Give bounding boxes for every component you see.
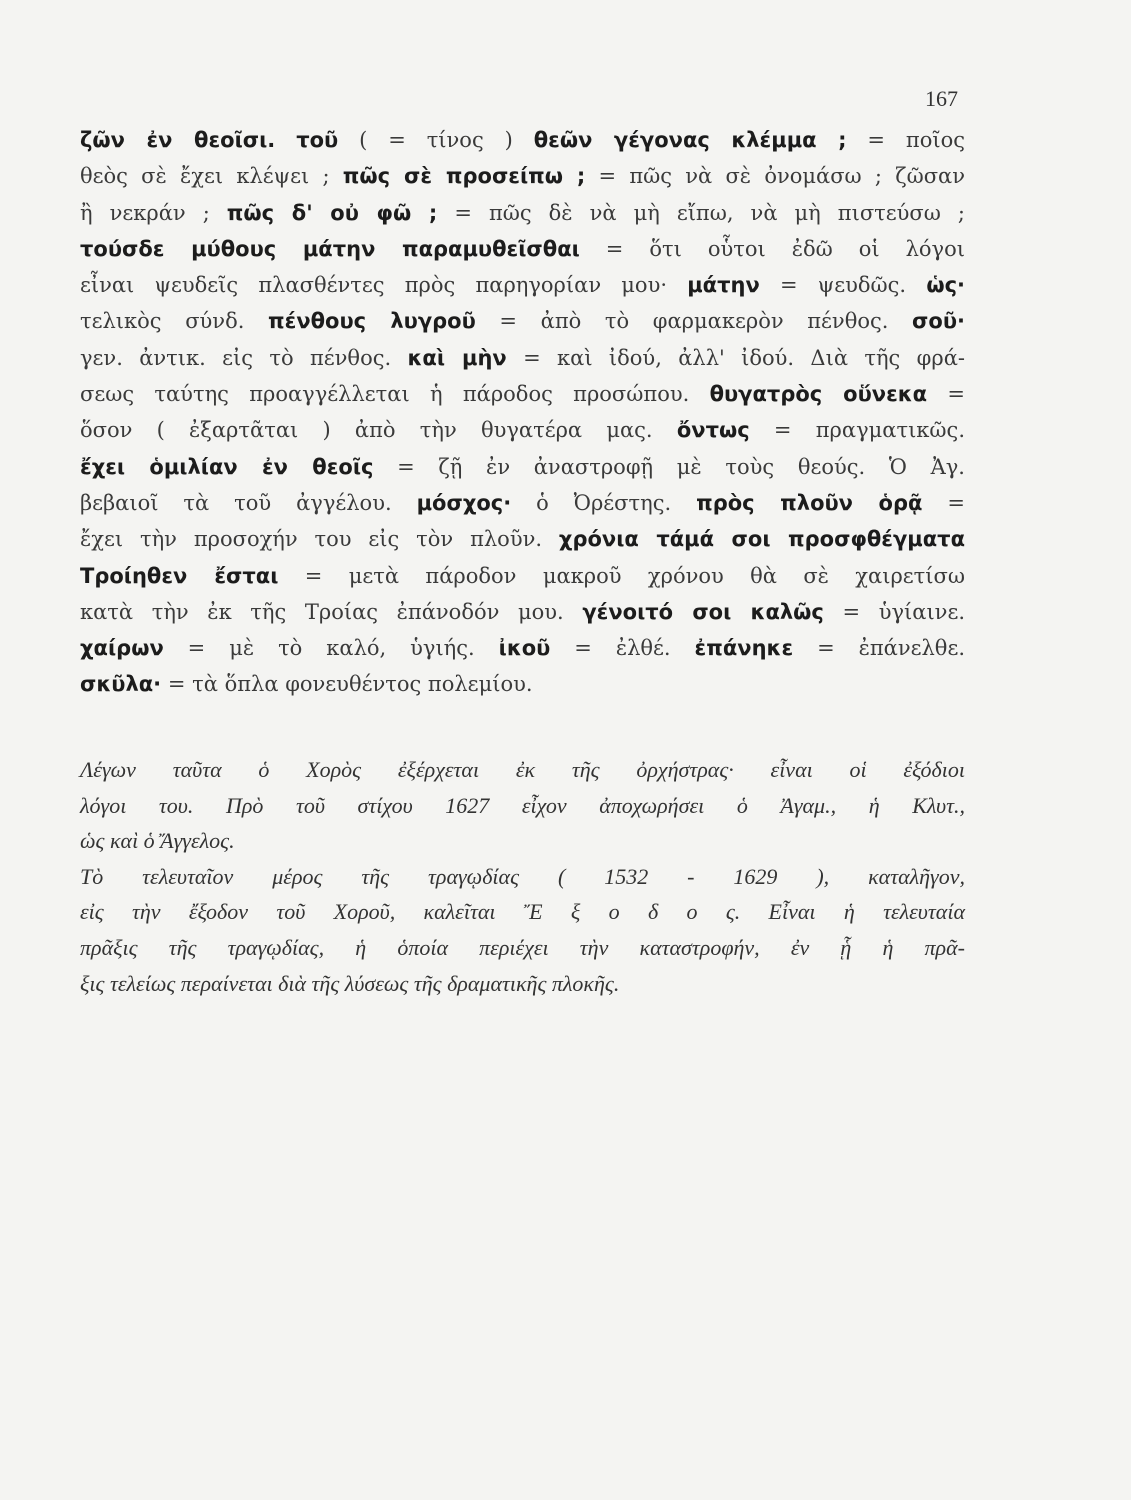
gloss-term: ὡς·	[926, 273, 965, 298]
gloss-text: = ζῇ ἐν ἀναστροφῇ μὲ τοὺς θεούς. Ὁ Ἀγ.	[373, 454, 965, 479]
gloss-text: = ψευδῶς.	[759, 273, 927, 298]
gloss-line	[80, 231, 965, 267]
gloss-term: πένθους λυγροῦ	[268, 309, 476, 334]
gloss-text: = μετὰ πάροδον μακροῦ χρόνου θὰ σὲ χαιρετίσω	[278, 563, 965, 588]
gloss-term: ἐπάνηκε	[694, 636, 794, 661]
gloss-term: σκῦλα·	[80, 672, 162, 697]
gloss-text: εἶναι ψευδεῖς πλασθέντες πρὸς παρηγορίαν μου·	[80, 273, 688, 298]
gloss-text: ὅσον ( ἐξαρτᾶται ) ἀπὸ τὴν θυγατέρα μας.	[80, 418, 677, 443]
gloss-term: θεῶν γέγονας κλέμμα ;	[533, 128, 847, 152]
gloss-text: τελικὸς σύνδ.	[80, 309, 269, 334]
commentary-line: ὡς καὶ ὁ Ἄγγελος.	[80, 828, 235, 854]
gloss-text: = πῶς δὲ νὰ μὴ εἴπω, νὰ μὴ πιστεύσω ;	[437, 200, 965, 225]
gloss-term: Τροίηθεν ἔσται	[80, 563, 279, 588]
gloss-text: = πῶς νὰ σὲ ὀνομάσω ; ζῶσαν	[585, 164, 965, 189]
gloss-term: ἔχει ὁμιλίαν ἐν θεοῖς	[80, 454, 374, 479]
gloss-line	[80, 303, 965, 339]
gloss-term: χρόνια τάμά σοι προσφθέγματα	[558, 527, 966, 552]
gloss-term: γένοιτό σοι καλῶς	[582, 599, 824, 624]
gloss-term: ζῶν ἐν θεοῖσι.	[80, 128, 276, 152]
gloss-text: = μὲ τὸ καλό, ὑγιής.	[163, 636, 499, 661]
gloss-text: ( = τίνος )	[338, 128, 534, 152]
gloss-term: πρὸς πλοῦν ὁρᾷ	[696, 490, 923, 515]
gloss-text: σεως ταύτης προαγγέλλεται ἡ πάροδος προσώπου.	[80, 382, 710, 407]
gloss-text: =	[922, 490, 965, 515]
commentary-line: Τὸ τελευταῖον μέρος τῆς τραγῳδίας ( 1532 - 1629 ), καταλῆγον,	[80, 863, 965, 889]
gloss-text: ἔχει τὴν προσοχήν του εἰς τὸν πλοῦν.	[80, 527, 559, 552]
glossary-notes	[80, 122, 965, 703]
gloss-term: θυγατρὸς οὕνεκα	[709, 382, 928, 407]
gloss-term: καὶ μὴν	[407, 345, 507, 370]
gloss-text: = ὅτι οὗτοι ἐδῶ οἱ λόγοι	[579, 236, 965, 261]
gloss-term: μάτην	[687, 273, 760, 298]
gloss-text	[275, 128, 296, 152]
gloss-line	[80, 521, 965, 557]
gloss-term: ἰκοῦ	[498, 636, 551, 661]
gloss-line	[80, 485, 965, 521]
gloss-text: = ὑγίαινε.	[823, 599, 965, 624]
commentary-line: λόγοι του. Πρὸ τοῦ στίχου 1627 εἶχον ἀποχωρήσει ὁ Ἀγαμ., ἡ Κλυτ.,	[80, 792, 965, 818]
gloss-line	[80, 376, 965, 412]
gloss-line	[80, 594, 965, 630]
gloss-text: = ἐλθέ.	[550, 636, 695, 661]
gloss-line	[80, 158, 965, 194]
gloss-line	[80, 449, 965, 485]
gloss-term: σοῦ·	[912, 309, 965, 334]
gloss-term: χαίρων	[80, 636, 164, 661]
gloss-line	[80, 558, 965, 594]
gloss-text: ὁ Ὀρέστης.	[511, 490, 697, 515]
commentary-text	[80, 752, 965, 1001]
commentary-line: εἰς τὴν ἔξοδον τοῦ Χοροῦ, καλεῖται Ἔ ξ ο δ ο ς. Εἶναι ἡ τελευταία	[80, 899, 965, 925]
gloss-line	[80, 412, 965, 448]
gloss-text: = τὰ ὅπλα φονευθέντος πολεμίου.	[161, 672, 533, 697]
gloss-text: κατὰ τὴν ἐκ τῆς Τροίας ἐπάνοδόν μου.	[80, 599, 583, 624]
gloss-line	[80, 666, 965, 702]
gloss-text: γεν. ἀντικ. εἰς τὸ πένθος.	[80, 345, 408, 370]
gloss-line	[80, 340, 965, 376]
gloss-line	[80, 267, 965, 303]
gloss-text: θεὸς σὲ ἔχει κλέψει ;	[80, 164, 343, 189]
page-number: 167	[925, 86, 958, 111]
gloss-text: = ἐπάνελθε.	[793, 636, 966, 661]
gloss-text: = ποῖος	[846, 128, 965, 152]
gloss-term: τούσδε μύθους μάτην παραμυθεῖσθαι	[80, 236, 580, 261]
gloss-term: τοῦ	[296, 128, 339, 152]
gloss-line	[80, 630, 965, 666]
gloss-term: ὄντως	[676, 418, 750, 443]
gloss-text: = πραγματικῶς.	[749, 418, 965, 443]
commentary-line: πρᾶξις τῆς τραγῳδίας, ἡ ὁποία περιέχει τὴν καταστροφήν, ἐν ᾗ ἡ πρᾶ-	[80, 934, 965, 960]
commentary-line: ξις τελείως περαίνεται διὰ τῆς λύσεως τῆς δραματικῆς πλοκῆς.	[80, 970, 620, 996]
gloss-term: μόσχος·	[416, 490, 512, 515]
gloss-text: = ἀπὸ τὸ φαρμακερὸν πένθος.	[475, 309, 913, 334]
gloss-text: =	[927, 382, 965, 407]
gloss-line	[80, 122, 965, 158]
gloss-text: = καὶ ἰδού, ἀλλ' ἰδού. Διὰ τῆς φρά-	[506, 345, 965, 370]
gloss-text: βεβαιοῖ τὰ τοῦ ἀγγέλου.	[80, 490, 417, 515]
gloss-term: πῶς δ' οὐ φῶ ;	[226, 200, 438, 225]
commentary-line: Λέγων ταῦτα ὁ Χορὸς ἐξέρχεται ἐκ τῆς ὀρχήστρας· εἶναι οἱ ἐξόδιοι	[80, 757, 965, 782]
gloss-line	[80, 195, 965, 231]
gloss-text: ἢ νεκράν ;	[80, 200, 227, 225]
gloss-term: πῶς σὲ προσείπω ;	[342, 164, 586, 189]
